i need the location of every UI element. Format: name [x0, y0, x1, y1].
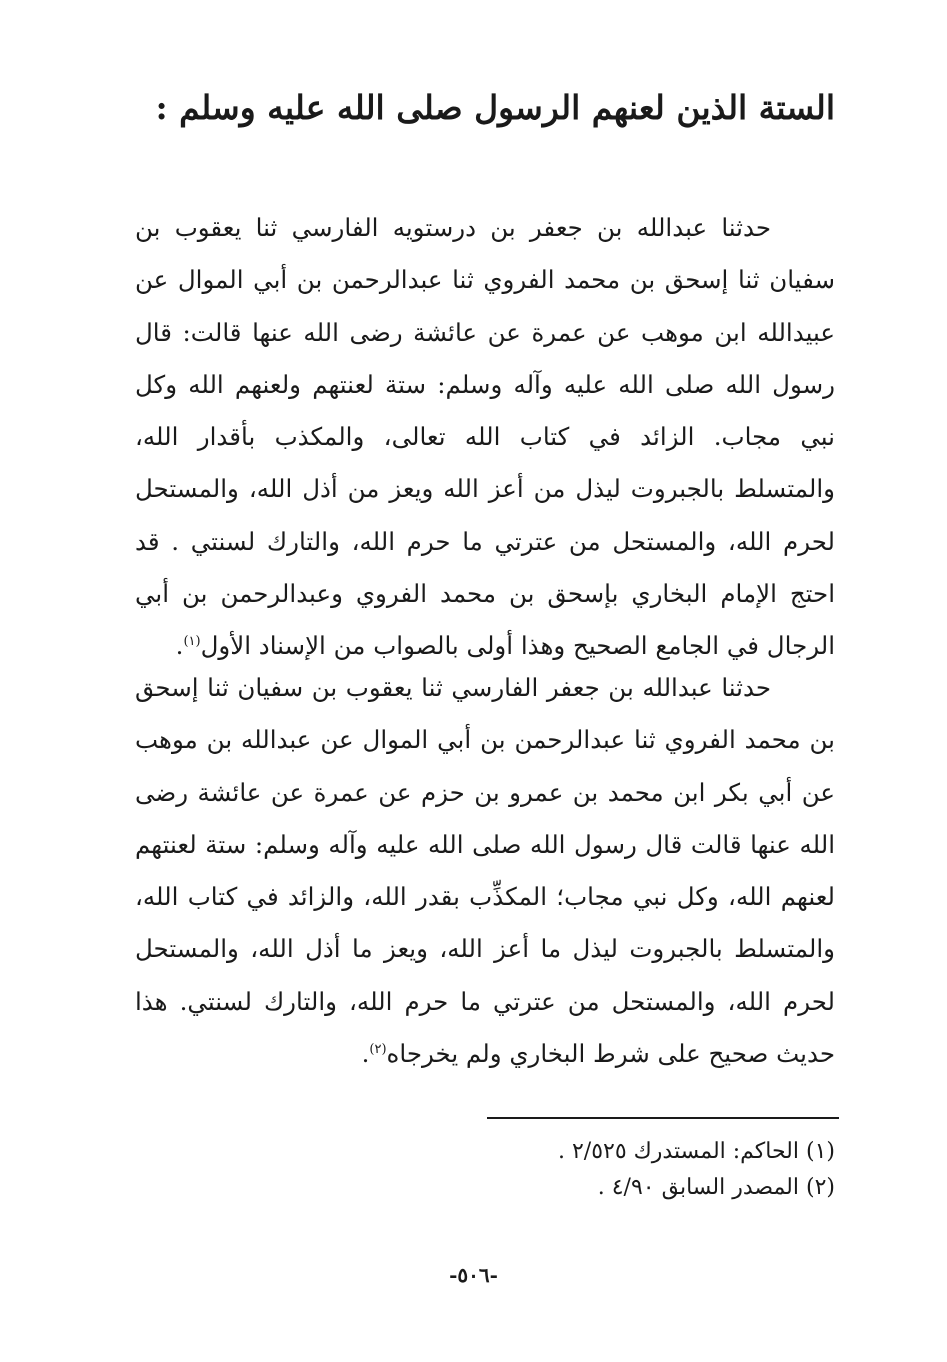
footnote-separator [487, 1117, 839, 1119]
footnote-ref-1: (١) [183, 634, 201, 650]
paragraph-1-end: . [175, 631, 184, 661]
page-number: -٥٠٦- [449, 1263, 498, 1287]
footnote-ref-2: (٢) [369, 1041, 387, 1057]
paragraph-1-text: حدثنا عبدالله بن جعفر بن درستويه الفارسي ثنا يعقوب بن سفيان ثنا إسحق بن محمد الفروي ثنا عبدالرحمن بن أبي الموال عن عبيدالله ابن موهب عن عمرة عن عائشة رضى الله عنها قالت: قال رسول الله صلى الله عليه وآله وسلم: ستة لعنتهم ولعنهم الله وكل نبي مجاب. الزائد في كتاب الله تعالى، والمكذب بأقدار الله، والمتسلط بالجبروت ليذل من أعز الله ويعز من أذل الله، والمستحل لحرم الله، والمستحل من عترتي ما حرم الله، والتارك لسنتي . قد احتج الإمام البخاري بإسحق بن محمد الفروي وعبدالرحمن بن أبي الرجال في الجامع الصحيح وهذا أولى بالصواب من الإسناد الأول [135, 213, 835, 661]
footnotes [235, 1134, 835, 1206]
footnote-2: (٢) المصدر السابق ٤/٩٠ . [597, 1175, 835, 1200]
footnote-1: (١) الحاكم: المستدرك ٢/٥٢٥ . [557, 1139, 835, 1164]
section-heading: الستة الذين لعنهم الرسول صلى الله عليه وسلم : [155, 88, 835, 127]
paragraph-2-end: . [361, 1039, 370, 1069]
hadith-paragraph-1 [135, 202, 835, 673]
paragraph-2-text: حدثنا عبدالله بن جعفر الفارسي ثنا يعقوب بن سفيان ثنا إسحق بن محمد الفروي ثنا عبدالرحمن بن أبي الموال عن عبدالله بن موهب عن أبي بكر ابن محمد بن عمرو بن حزم عن عمرة عن عائشة رضى الله عنها قالت قال رسول الله صلى الله عليه وآله وسلم: ستة لعنتهم لعنهم الله، وكل نبي مجاب؛ المكذِّب بقدر الله، والزائد في كتاب الله، والمتسلط بالجبروت ليذل ما أعز الله، ويعز ما أذل الله، والمستحل لحرم الله، والمستحل من عترتي ما حرم الله، والتارك لسنتي. هذا حديث صحيح على شرط البخاري ولم يخرجاه [135, 673, 835, 1069]
hadith-paragraph-2 [135, 662, 835, 1080]
